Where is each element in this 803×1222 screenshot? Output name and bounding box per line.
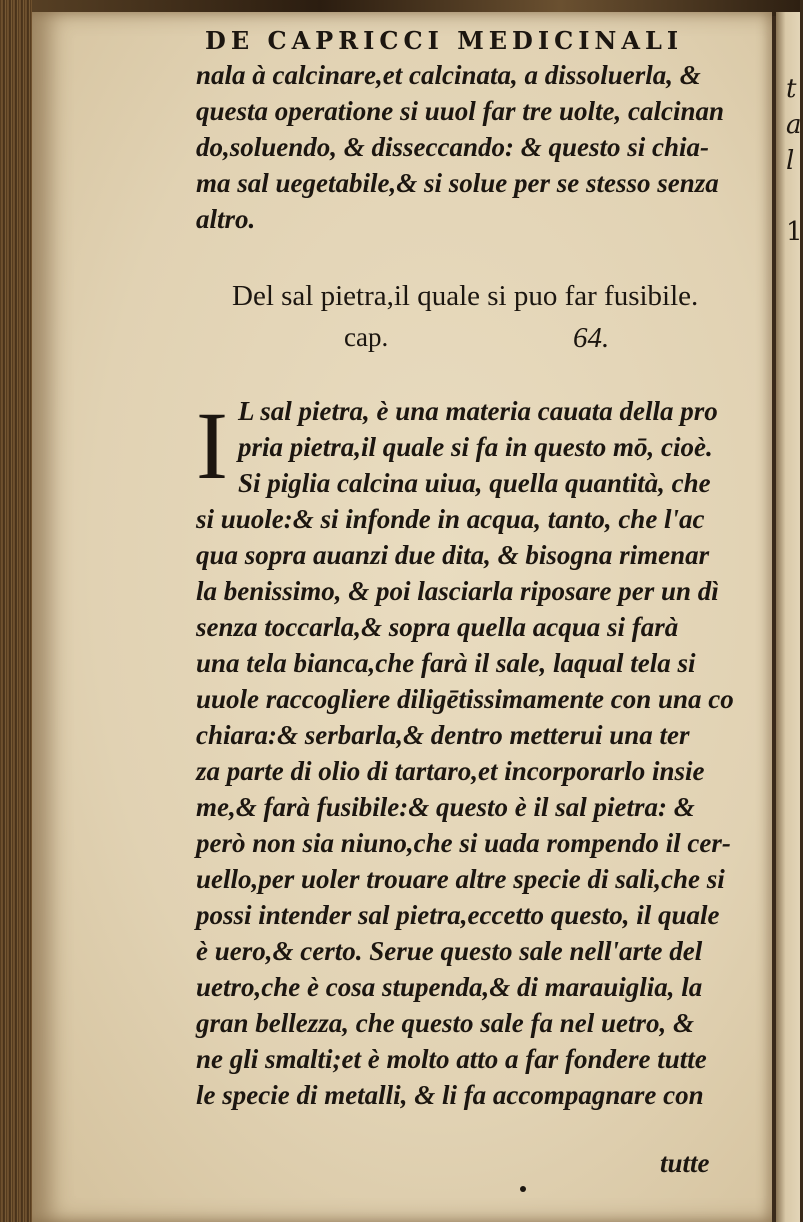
text-line: questa operatione si uuol far tre uolte, calcinan <box>196 96 725 126</box>
text-line: uetro,che è cosa stupenda,& di marauiglia, la <box>196 972 703 1002</box>
adjacent-page <box>776 12 803 1222</box>
text-line: me,& farà fusibile:& questo è il sal pietra: & <box>196 792 695 822</box>
chapter-number: 64. <box>573 322 610 354</box>
text-line: nala à calcinare,et calcinata, a dissoluerla, & <box>196 60 701 90</box>
text-line: pria pietra,il quale si fa in questo mō, cioè. <box>238 432 713 462</box>
text-line: gran bellezza, che questo sale fa nel uetro, & <box>196 1008 694 1038</box>
adjacent-fragment: t <box>786 74 797 104</box>
text-line: possi intender sal pietra,eccetto questo, il quale <box>196 900 720 930</box>
text-line: la benissimo, & poi lasciarla riposare per un dì <box>196 576 719 606</box>
chapter-label: cap. <box>344 322 389 352</box>
text-line: chiara:& serbarla,& dentro metterui una ter <box>196 720 690 750</box>
text-line: le specie di metalli, & li fa accompagnare con <box>196 1080 704 1110</box>
catchword: tutte <box>660 1148 710 1178</box>
chapter-title: Del sal pietra,il quale si puo far fusibile. <box>232 280 699 312</box>
text-line: senza toccarla,& sopra quella acqua si farà <box>196 612 679 642</box>
drop-cap-initial: I <box>196 392 228 499</box>
running-header: DE CAPRICCI MEDICINALI <box>205 26 684 55</box>
text-line: ma sal uegetabile,& si solue per se stesso senza <box>196 168 719 198</box>
text-line: uuole raccogliere diligētissimamente con una co <box>196 684 734 714</box>
text-line: za parte di olio di tartaro,et incorporarlo insie <box>196 756 705 786</box>
text-line: è uero,& certo. Serue questo sale nell'arte del <box>196 936 703 966</box>
adjacent-fragment: a <box>786 110 802 140</box>
text-line: però non sia niuno,che si uada rompendo il cer- <box>196 828 731 858</box>
text-line: una tela bianca,che farà il sale, laqual tela si <box>196 648 696 678</box>
text-line: altro. <box>196 204 256 234</box>
text-line: qua sopra auanzi due dita, & bisogna rimenar <box>196 540 710 570</box>
adjacent-fragment: 1 <box>786 217 803 247</box>
text-line: L sal pietra, è una materia cauata della pro <box>238 396 718 426</box>
text-line: Si piglia calcina uiua, quella quantità, che <box>238 468 711 498</box>
ink-dot <box>520 1186 526 1192</box>
adjacent-fragment: l <box>786 146 795 176</box>
text-line: uello,per uoler trouare altre specie di sali,che si <box>196 864 725 894</box>
text-line: si uuole:& si infonde in acqua, tanto, che l'ac <box>196 504 705 534</box>
book-binding-edge <box>0 0 32 1222</box>
text-line: ne gli smalti;et è molto atto a far fondere tutte <box>196 1044 707 1074</box>
text-line: do,soluendo, & disseccando: & questo si chia- <box>196 132 710 162</box>
